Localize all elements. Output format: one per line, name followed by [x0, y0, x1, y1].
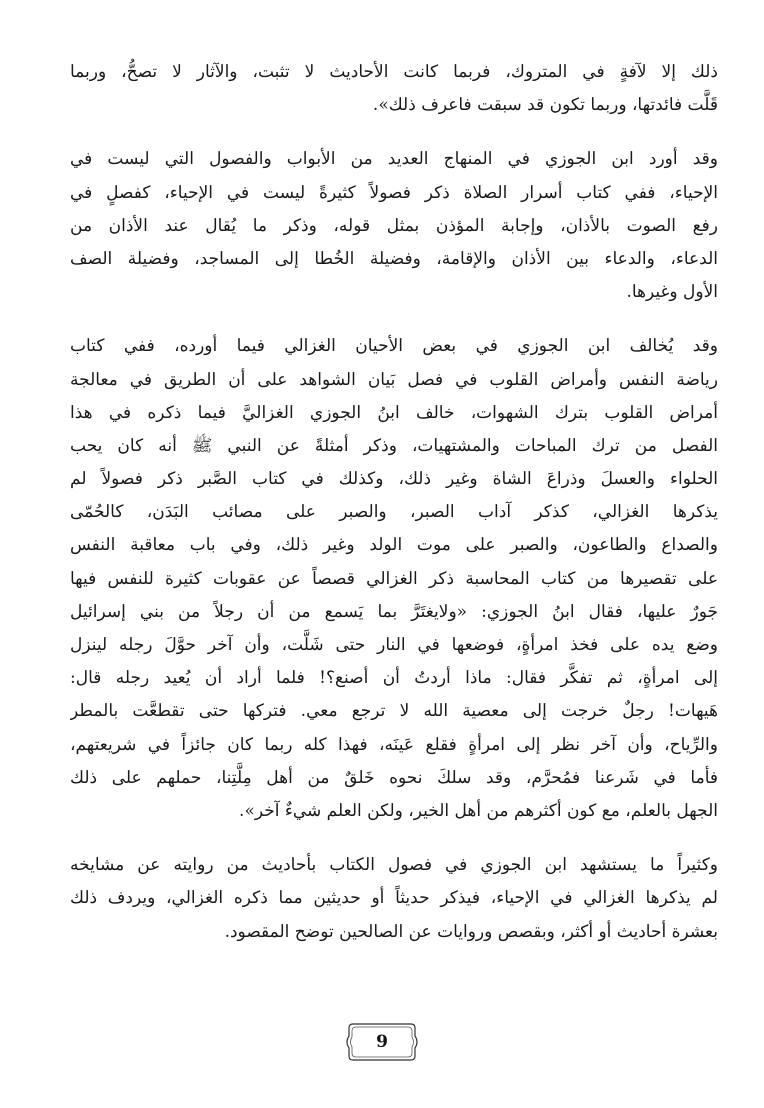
text-line: أمراض القلوب بترك الشهوات، خالف ابنُ الجوزي الغزاليَّ فيما ذكره في هذا	[70, 402, 718, 423]
paragraph-1	[70, 56, 718, 122]
paragraph-3	[70, 330, 718, 828]
text-line: يذكرها الغزالي، كذكر آداب الصبر، والصبر على مصائب البَدَن، كالحُمّى	[70, 502, 718, 523]
text-line: بعشرة أحاديث أو أكثر، وبقصص وروايات عن الصالحين توضح المقصود.	[224, 921, 718, 942]
page-number: 9	[376, 1032, 388, 1052]
text-line: الحلواء والعسلَ وذراعَ الشاة وغير ذلك، وكذلك في كتاب الصَّبر ذكر فصولاً لم	[70, 469, 718, 490]
text-line: الدعاء، والدعاء بين الأذان والإقامة، وفضيلة الخُطا إلى المساجد، وفضيلة الصف	[70, 248, 718, 269]
paragraph-4	[70, 849, 718, 949]
text-line: والصداع والطاعون، والصبر على موت الولد وغير ذلك، وفي باب معاقبة النفس	[70, 535, 718, 556]
text-line: رياضة النفس وأمراض القلوب في فصل بَيان الشواهد على أن الطريق في معالجة	[70, 369, 718, 390]
text-line: وكثيراً ما يستشهد ابن الجوزي في فصول الكتاب بأحاديث من روايته عن مشايخه	[70, 855, 718, 876]
text-line: وضع يده على فخذ امرأةٍ، فوضعها في النار حتى شَلَّت، وأن آخر حوَّلَ رجله لينزل	[70, 635, 718, 655]
text-line: ذلك إلا لآفةٍ في المتروك، فربما كانت الأحاديث لا تثبت، والآثار لا تصحُّ، وربما	[70, 62, 718, 82]
text-line: وقد يُخالف ابن الجوزي في بعض الأحيان الغزالي فيما أورده، ففي كتاب	[70, 336, 718, 357]
text-line: فأما في شَرعنا فمُحرَّم، وقد سلكَ نحوه خَلقٌ من أهل مِلَّتِنا، حملهم على ذلك	[70, 767, 718, 788]
text-line: لم يذكرها الغزالي في الإحياء، فيذكر حديثاً أو حديثين مما ذكره الغزالي، ويردف ذلك	[70, 888, 718, 909]
body-text	[70, 56, 718, 949]
text-line: قَلَّت فائدتها، وربما تكون قد سبقت فاعرف ذلك».	[372, 95, 718, 116]
text-line: الأول وغيرها.	[626, 282, 718, 303]
text-line: الفصل من ترك المباحات والمشتهيات، وذكر أمثلةً عن النبي ﷺ أنه كان يحب	[70, 435, 718, 456]
text-line: إلى امرأةٍ، ثم تفكَّر فقال: ماذا أردتُ أن أصنع؟! فلما أراد أن يُعيد رجله قال:	[70, 668, 718, 689]
text-line: والرِّياح، وأن آخر نظر إلى امرأةٍ فقلع عَينَه، فهذا كله ربما كان جائزاً في شريعتهم،	[70, 734, 718, 755]
text-line: رفع الصوت بالأذان، وإجابة المؤذن بمثل قوله، وذكر ما يُقال عند الأذان من	[70, 215, 718, 236]
paragraph-2	[70, 143, 718, 309]
page-number-frame	[343, 1020, 421, 1064]
text-line: الجهل بالعلم، مع كون أكثرهم من أهل الخير، ولكن العلم شيءٌ آخر».	[239, 800, 718, 821]
text-line: الإحياء، ففي كتاب أسرار الصلاة ذكر فصولاً كثيرةً ليست في الإحياء، كفصلٍ في	[70, 182, 718, 203]
text-line: هَيهات! رجلٌ خرجت إلى معصية الله لا ترجع معي. فتركها حتى تقطعَّت بالمطر	[70, 701, 718, 722]
text-line: وقد أورد ابن الجوزي في المنهاج العديد من الأبواب والفصول التي ليست في	[70, 149, 718, 170]
text-line: جَورٌ عليها، فقال ابنُ الجوزي: «ولايغتَرَّ بما يَسمع من أن رجلاً من بني إسرائيل	[70, 601, 718, 622]
text-line: على تقصيرها من كتاب المحاسبة ذكر الغزالي قصصاً عن عقوبات كثيرة للنفس فيها	[70, 568, 718, 589]
